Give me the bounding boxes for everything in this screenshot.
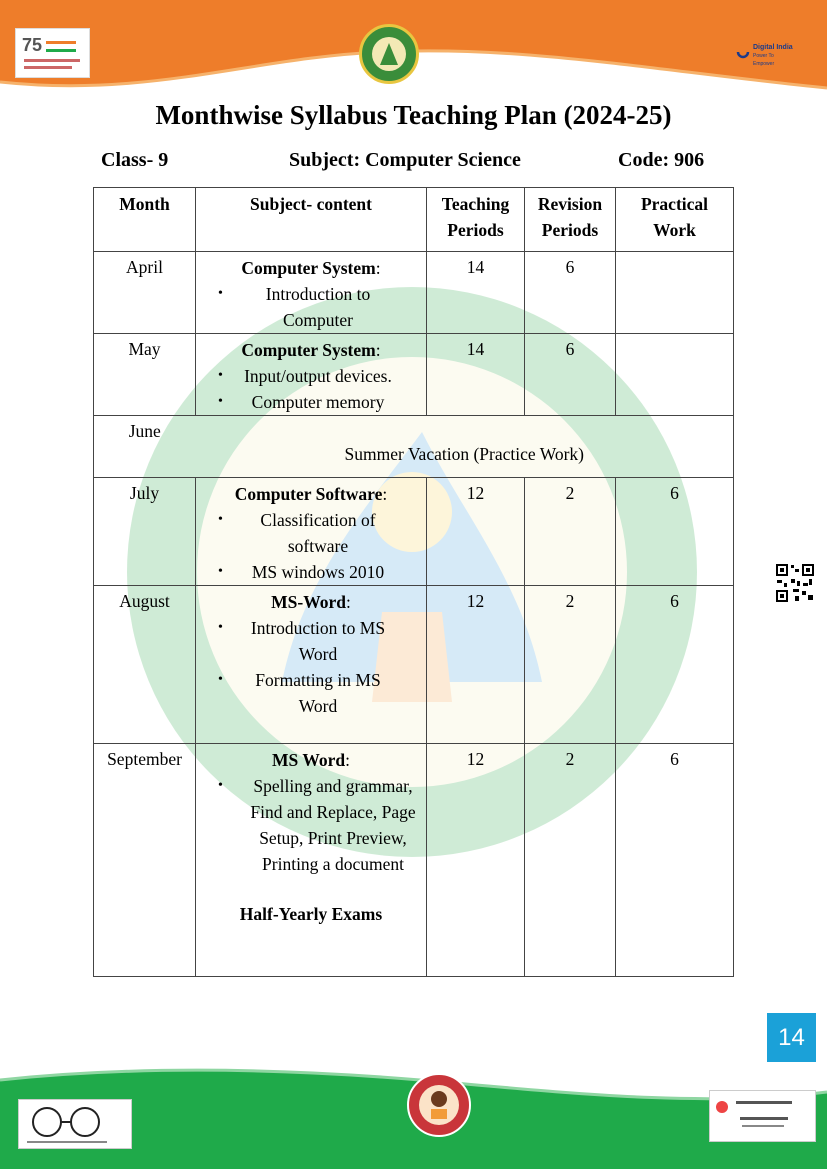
- table-row: [94, 416, 734, 478]
- topic-bullet: • Classification of software: [196, 507, 426, 559]
- table-row: [94, 334, 734, 416]
- practical-work-cell: 6: [616, 744, 734, 977]
- practical-work-cell: [616, 334, 734, 416]
- beti-bachao-beti-padhao-emblem: [407, 1073, 471, 1137]
- half-yearly-exams-note: Half-Yearly Exams: [239, 904, 383, 924]
- table-row: [94, 744, 734, 977]
- month-cell: May: [94, 334, 196, 416]
- digital-india-text: Digital India: [753, 44, 793, 51]
- month-cell: June: [94, 416, 196, 478]
- topic-heading: Computer System: [241, 340, 376, 360]
- vacation-cell: Summer Vacation (Practice Work): [196, 416, 734, 478]
- svg-text:75: 75: [22, 35, 43, 55]
- topic-bullet: • Computer memory: [196, 389, 426, 415]
- haryana-school-board-emblem: [359, 24, 419, 84]
- topic-bullet: • Spelling and grammar, Find and Replace, Page Setup, Print Preview, Printing a document: [196, 773, 426, 877]
- topic-bullet: • Introduction to Computer: [196, 281, 426, 333]
- revision-periods-cell: 6: [525, 252, 616, 334]
- header-subject-content: Subject- content: [196, 188, 427, 252]
- topic-heading: MS-Word: [271, 592, 346, 612]
- revision-periods-cell: 2: [525, 744, 616, 977]
- practical-work-cell: 6: [616, 586, 734, 744]
- month-cell: April: [94, 252, 196, 334]
- practical-work-cell: [616, 252, 734, 334]
- teaching-periods-cell: 14: [427, 252, 525, 334]
- page-number: 14: [767, 1013, 816, 1062]
- teaching-periods-cell: 12: [427, 744, 525, 977]
- content-cell: Computer Software: • Classification of software • MS windows 2010: [196, 478, 427, 586]
- topic-heading: MS Word: [272, 750, 346, 770]
- shiksha-ka-adhikar-logo: [709, 1090, 816, 1142]
- teaching-periods-cell: 12: [427, 586, 525, 744]
- content-cell: Computer System: • Introduction to Computer: [196, 252, 427, 334]
- month-cell: September: [94, 744, 196, 977]
- month-cell: July: [94, 478, 196, 586]
- digital-india-logo: [733, 38, 793, 68]
- topic-bullet: • Input/output devices.: [196, 363, 426, 389]
- topic-heading: Computer Software: [234, 484, 383, 504]
- revision-periods-cell: 2: [525, 586, 616, 744]
- header-month: Month: [94, 188, 196, 252]
- practical-work-cell: 6: [616, 478, 734, 586]
- page-title: Monthwise Syllabus Teaching Plan (2024-25): [155, 100, 672, 130]
- table-row: [94, 252, 734, 334]
- topic-bullet: • Formatting in MS Word: [196, 667, 426, 719]
- content-cell: MS-Word: • Introduction to MS Word • Formatting in MS Word: [196, 586, 427, 744]
- syllabus-table: [93, 187, 734, 977]
- content-cell: MS Word: • Spelling and grammar, Find and Replace, Page Setup, Print Preview, Printing a document Half-Yearly Exams: [196, 744, 427, 977]
- revision-periods-cell: 2: [525, 478, 616, 586]
- azadi-ka-amrit-mahotsav-logo: [15, 28, 90, 78]
- qr-code[interactable]: [775, 563, 815, 603]
- teaching-periods-cell: 12: [427, 478, 525, 586]
- topic-bullet: • MS windows 2010: [196, 559, 426, 585]
- topic-heading: Computer System: [241, 258, 376, 278]
- revision-periods-cell: 6: [525, 334, 616, 416]
- header-practical-work: Practical Work: [616, 188, 734, 252]
- code-label: Code: 906: [618, 149, 705, 171]
- subject-label: Subject: Computer Science: [289, 149, 521, 171]
- header-teaching-periods: Teaching Periods: [427, 188, 525, 252]
- topic-bullet: • Introduction to MS Word: [196, 615, 426, 667]
- month-cell: August: [94, 586, 196, 744]
- digital-india-tagline: Power To Empower: [753, 53, 775, 67]
- table-row: [94, 478, 734, 586]
- header-revision-periods: Revision Periods: [525, 188, 616, 252]
- class-label: Class- 9: [101, 149, 169, 171]
- table-header-row: [94, 188, 734, 252]
- swachh-bharat-logo: [18, 1099, 132, 1149]
- table-row: [94, 586, 734, 744]
- content-cell: Computer System: • Input/output devices. • Computer memory: [196, 334, 427, 416]
- teaching-periods-cell: 14: [427, 334, 525, 416]
